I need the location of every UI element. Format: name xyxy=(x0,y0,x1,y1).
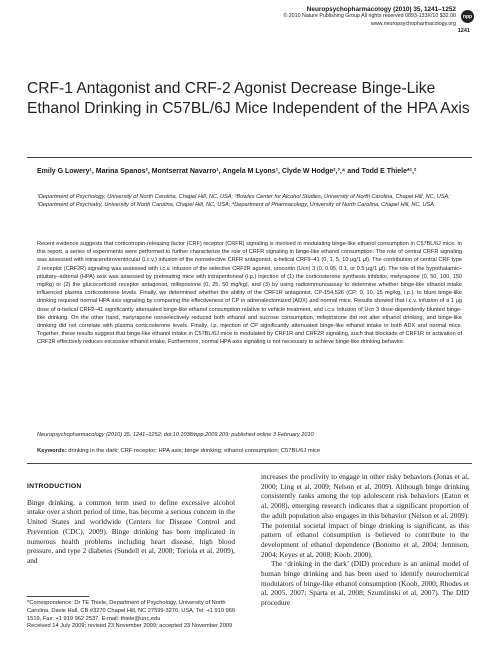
copyright-line: © 2010 Nature Publishing Group All rights reserved 0893-133X/10 $32.00 xyxy=(283,13,456,19)
keywords xyxy=(37,447,462,455)
left-column xyxy=(27,472,235,566)
intro-paragraph-left: Binge drinking, a common term used to define excessive alcohol intake over a short period of time, has become a serious concern in the United States and worldwide (Centers for Disease Control and Prevention (CDC), 2009). Binge drinking has been implicated in numerous health problems including heart disease, high blood pressure, and type 2 diabetes (Sundell et al, 2008; Toriola et al, 2009), and xyxy=(27,497,235,565)
affiliations: ¹Department of Psychology, University of North Carolina, Chapel Hill, NC, USA; ²Bowles Center for Alcohol Studies, University of North Carolina, Chapel Hill, NC, USA; ³Department of Psychiatry, University of North Carolina, Chapel Hill, NC, USA; ⁴Department of Pharmacology, University of North Carolina, Chapel Hill, NC, USA xyxy=(37,194,450,209)
citation-line: Neuropsychopharmacology (2010) 35, 1241–1252; doi:10.1038/npp.2009.209; published online 3 February 2010 xyxy=(37,432,314,438)
keywords-label: Keywords: xyxy=(37,448,67,454)
footnotes xyxy=(27,600,239,631)
received-dates: Received 14 July 2009; revised 23 November 2009; accepted 23 November 2009 xyxy=(27,623,233,630)
npp-logo: npp xyxy=(461,10,474,23)
article-title: CRF-1 Antagonist and CRF-2 Agonist Decrease Binge-Like Ethanol Drinking in C57BL/6J Mice Independent of the HPA Axis xyxy=(27,80,470,117)
keywords-text: drinking in the dark; CRF receptor; HPA axis; binge drinking; ethanol consumption; C57BL/6J mice xyxy=(68,448,321,454)
journal-header xyxy=(156,6,456,28)
intro-paragraph-right-2: The ‘drinking in the dark’ (DID) procedure is an animal model of human binge drinking and has been used to identify neurochemical modulators of binge-like ethanol consumption (Koob, 2000; Rhodes et al, 2005, 2007; Sparta et al, 2008; Szumlinski et al, 2007). The DID procedure xyxy=(261,559,469,608)
intro-paragraph-right-1: increases the proclivity to engage in other risky behaviors (Jonas et al, 2000; Ling et al, 2009; Nelson et al, 2009). Although binge drinking consistently ranks among the top adolescent risk behaviors (Eaton et al, 2008), emerging research indicates that a significant proportion of the adult population also engages in this behavior (Nelson et al, 2009). The potential societal impact of binge drinking is significant, as this pattern of ethanol consumption is believed to contribute to the development of ethanol dependence (Bonomo et al, 2004; Jennison, 2004; Keyes et al, 2008; Koob, 2000). xyxy=(261,472,469,559)
author-list: Emily G Lowery¹, Marina Spanos², Montserrat Navarro¹, Angela M Lyons¹, Clyde W Hodge²,³,⁴ and Todd E Thiele*¹,² xyxy=(37,168,417,175)
footnote-divider xyxy=(27,596,89,597)
page-number: 1241 xyxy=(457,28,470,34)
correspondence-note: *Correspondence: Dr TE Thiele, Department of Psychology, University of North Carolina, Davie Hall, CB #3270 Chapel Hill, NC 27599-3270, USA, Tel: +1 919 966 1519, Fax: +1 919 962 2537, E-mail: thiele@unc.edu xyxy=(27,600,236,622)
right-column xyxy=(261,472,469,608)
abstract-divider xyxy=(27,463,472,464)
journal-website: www.neuropsychopharmacology.org xyxy=(371,20,456,27)
abstract: Recent evidence suggests that corticotropin-releasing factor (CRF) receptor (CRFR) signaling is involved in modulating binge-like ethanol consumption in C57BL/6J mice. In this report, a series of experiments were performed to further characterize the role of CRFR signaling in binge-like ethanol consumption. The role of central CRFR signaling was assessed with intracerebroventricular (i.c.v.) infusion of the nonselective CRFR antagonist, α-helical CRF9–41 (0, 1, 5, 10 μg/1 μl). The contribution of central CRF type 2 receptor (CRF2R) signaling was assessed with i.c.v. infusion of the selective CRF2R agonist, urocortin (Ucn) 3 (0, 0.05, 0.1, or 0.5 μg/1 μl). The role of the hypothalamic–pituitary–adrenal (HPA) axis was assessed by pretreating mice with intraperitoneal (i.p.) injection of (1) the corticosterone synthesis inhibitor, metyrapone (0, 50, 100, 150 mg/kg) or (2) the glucocorticoid receptor antagonist, mifepristone (0, 25, 50 mg/kg), and (3) by using radioimmunoassay to determine whether binge-like ethanol intake influenced plasma corticosterone levels. Finally, we determined whether the ability of the CRF1R antagonist, CP-154,526 (CP; 0, 10, 15 mg/kg, i.p.), to blunt binge-like drinking required normal HPA axis signaling by comparing the effectiveness of CP in adrenalectomized (ADX) and normal mice. Results showed that i.c.v. infusion of a 1 μg dose of α-helical CRF9–41 significantly attenuated binge-like ethanol consumption relative to vehicle treatment, and i.c.v. infusion of Ucn 3 dose-dependently blunted binge-like drinking. On the other hand, metyrapone nonselectively reduced both ethanol and sucrose consumption, mifepristone did not alter ethanol drinking, and binge-like drinking did not correlate with plasma corticosterone levels. Finally, i.p. injection of CP significantly attenuated binge-like ethanol intake in both ADX and normal mice. Together, these results suggest that binge-like ethanol intake in C57BL/6J mice is modulated by CRF1R and CRF2R signaling, such that blockade of CRF1R or activation of CRF2R effectively reduces excessive ethanol intake. Furthermore, normal HPA axis signaling is not necessary to achieve binge-like drinking behavior. xyxy=(37,241,462,346)
section-heading-introduction: INTRODUCTION xyxy=(27,483,82,490)
journal-name: Neuropsychopharmacology (2010) 35, 1241–1252 xyxy=(306,6,456,13)
title-divider xyxy=(27,157,472,158)
